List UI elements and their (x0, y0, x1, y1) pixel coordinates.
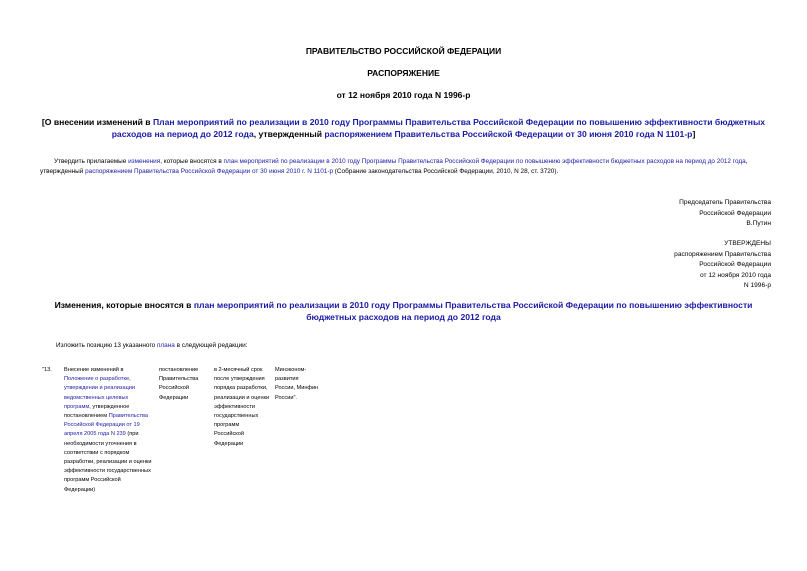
signature-line-1: Председатель Правительства (679, 199, 771, 206)
body-decree-link[interactable]: распоряжением Правительства Российской Федерации от 30 июня 2010 г. N 1101-р (85, 168, 334, 175)
decree-1101-link[interactable]: распоряжением Правительства Российской Федерации от 30 июня 2010 года N 1101-р (324, 129, 693, 139)
changes-title-text: Изменения, которые вносятся в (54, 300, 194, 310)
approved-line-5: N 1996-р (743, 282, 771, 289)
signature-line-3: В.Путин (746, 220, 771, 227)
changes-link[interactable]: изменения (128, 158, 161, 165)
row-responsible: Минэконом-развития России, Минфин России". (275, 367, 319, 401)
instruction-text-2: в следующей редакции: (174, 342, 248, 349)
changes-title (40, 299, 767, 323)
body-text-1: Утвердить прилагаемые (54, 158, 129, 165)
body-plan-link[interactable]: план мероприятий по реализации в 2010 году Программы Правительства Российской Федерации по повышению эффективности бюджетных расходов на период до 2012 года (223, 158, 746, 165)
body-text-4: (Собрание законодательства Российской Федерации, 2010, N 28, ст. 3720). (333, 168, 559, 175)
plan-link[interactable]: План мероприятий по реализации в 2010 году Программы Правительства Российской Федерации по повышению эффективности бюджетных расходов на период до 2012 года (111, 117, 766, 139)
approved-line-2: распоряжением Правительства (674, 250, 771, 258)
resolution-239-link[interactable]: Правительства Российской Федерации от 19 апреля 2005 года N 239 (64, 413, 149, 438)
approved-line-4: от 12 ноября 2010 года (700, 271, 771, 279)
measure-text-1: Внесение изменений в (64, 367, 124, 373)
instruction-text-1: Изложить позицию 13 указанного (56, 342, 157, 349)
body-text-2: , которые вносятся в (160, 158, 224, 165)
signature-line-2: Российской Федерации (699, 209, 771, 217)
row-document-type: постановление Правительства Российской Федерации (159, 367, 199, 401)
instruction-line (56, 342, 248, 349)
approved-block (674, 239, 771, 292)
measure-text-2: , утвержденное постановлением (64, 403, 130, 420)
changes-plan-link[interactable]: план мероприятий по реализации в 2010 году Программы Правительства Российской Федерации по повышению эффективности бюджетных расходов на период до 2012 года (193, 300, 753, 322)
document-title (40, 116, 767, 140)
body-paragraph (40, 157, 775, 177)
approved-line-3: Российской Федерации (699, 261, 771, 268)
org-heading: ПРАВИТЕЛЬСТВО РОССИЙСКОЙ ФЕДЕРАЦИИ (305, 46, 502, 56)
approved-line-1: УТВЕРЖДЕНЫ (724, 240, 771, 247)
title-text-1: [О внесении изменений в (41, 117, 153, 127)
signature-block (679, 198, 771, 230)
regulation-link[interactable]: Положение о разработке, утверждении и реализации ведомственных целевых программ (64, 376, 136, 410)
row-deadline: в 2-месячный срок после утверждения порядка разработки, реализации и оценки эффективности государственных программ Российской Федерации (214, 367, 270, 447)
row-measure (64, 366, 152, 495)
body-text-3: , утвержденный (40, 158, 748, 175)
doc-type-heading: РАСПОРЯЖЕНИЕ (367, 68, 440, 78)
measure-text-3: (при необходимости уточнения в соответствии с порядком разработки, реализации и оценки эффективности государственных программ Российской Федерации) (64, 431, 152, 493)
row-number: "13. (42, 367, 52, 373)
title-text-3: ] (692, 129, 696, 139)
date-number-heading: от 12 ноября 2010 года N 1996-р (336, 90, 471, 100)
instruction-plan-link[interactable]: плана (156, 342, 175, 349)
title-text-2: , утвержденный (253, 129, 325, 139)
